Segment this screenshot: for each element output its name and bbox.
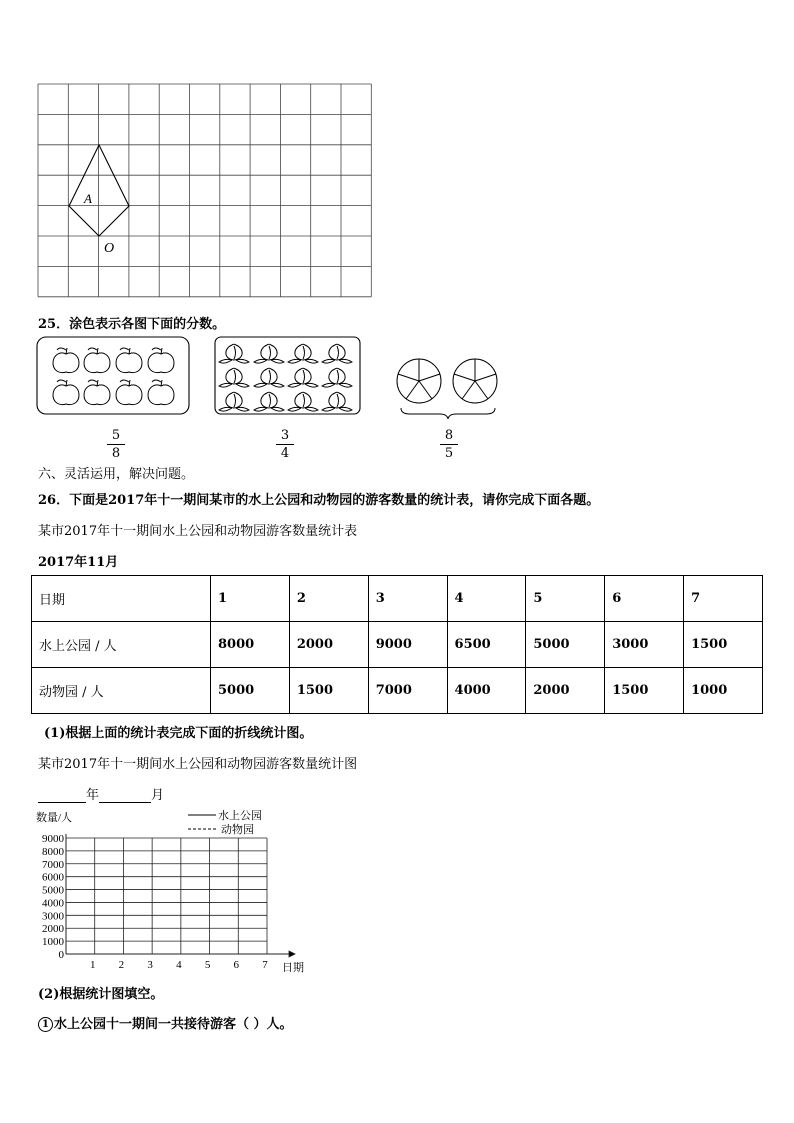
table-cell: 1 — [211, 576, 290, 622]
peach-icon — [219, 392, 249, 411]
table-cell: 7000 — [368, 668, 447, 714]
chart-x-label: 日期 — [282, 962, 304, 974]
legend-water-park: 水上公园 — [218, 810, 262, 822]
peach-icon — [288, 392, 318, 411]
kite-label-o: O — [104, 241, 115, 256]
table-cell: 1500 — [605, 668, 684, 714]
table-cell: 6500 — [447, 622, 526, 668]
chart-y-tick-label: 9000 — [42, 833, 64, 845]
grid-figure — [36, 82, 374, 300]
table-cell: 日期 — [32, 576, 211, 622]
table-cell: 5000 — [526, 622, 605, 668]
table-cell: 3 — [368, 576, 447, 622]
table-cell: 3000 — [605, 622, 684, 668]
table-cell: 5000 — [211, 668, 290, 714]
chart-x-tick-label: 4 — [176, 959, 182, 971]
fraction-circles — [434, 428, 464, 461]
legend-zoo: 动物园 — [221, 824, 254, 836]
month-label: 月 — [151, 788, 165, 803]
chart-x-tick-label: 7 — [262, 959, 268, 971]
table-header-row — [32, 576, 763, 622]
chart-x-tick-label: 6 — [233, 959, 240, 971]
apple-icon — [116, 380, 142, 405]
table-cell: 动物园 / 人 — [32, 668, 211, 714]
fraction-peaches — [270, 428, 300, 461]
fraction-numerator: 8 — [444, 428, 454, 443]
fraction-denominator: 5 — [444, 446, 454, 461]
peach-icon — [219, 344, 249, 363]
apple-icon — [53, 348, 79, 373]
chart-x-tick-label: 5 — [204, 959, 211, 971]
table-title: 某市2017年十一期间水上公园和动物园游客数量统计表 — [38, 524, 358, 539]
table-cell: 7 — [684, 576, 763, 622]
chart-title: 某市2017年十一期间水上公园和动物园游客数量统计图 — [38, 757, 358, 772]
apple-icon — [148, 380, 174, 405]
year-month-blanks — [38, 784, 164, 803]
chart-y-tick-label: 1000 — [42, 936, 64, 949]
chart-y-tick-label: 7000 — [42, 858, 64, 871]
apple-icon — [84, 348, 110, 373]
chart-x-axis-arrow — [289, 951, 295, 957]
peach-icon — [322, 344, 352, 363]
apple-icon — [116, 348, 142, 373]
section-6-heading: 六、灵活运用，解决问题。 — [38, 467, 195, 482]
q25-text: 25．涂色表示各图下面的分数。 — [38, 317, 226, 332]
item-1 — [38, 1013, 293, 1032]
table-row — [32, 668, 763, 714]
table-cell: 2 — [289, 576, 368, 622]
peach-icon — [322, 392, 352, 411]
chart-y-label: 数量/人 — [36, 812, 73, 824]
table-cell: 4000 — [447, 668, 526, 714]
q26-text: 26．下面是2017年十一期间某市的水上公园和动物园的游客数量的统计表，请你完成下面各题。 — [38, 493, 600, 508]
apple-icon — [84, 380, 110, 405]
table-date: 2017年11月 — [38, 555, 119, 570]
chart-x-tick-label: 2 — [118, 959, 125, 971]
sub-question-1: (1)根据上面的统计表完成下面的折线统计图。 — [44, 726, 313, 741]
table-cell: 6 — [605, 576, 684, 622]
chart-y-tick-label: 5000 — [42, 884, 64, 897]
line-chart — [30, 803, 310, 975]
item-1-text: 水上公园十一期间一共接待游客（ ）人。 — [54, 1017, 293, 1032]
sub-question-2: (2)根据统计图填空。 — [38, 987, 164, 1002]
circle-pair — [392, 356, 504, 420]
peach-icon — [322, 368, 352, 387]
fraction-denominator: 4 — [280, 446, 290, 461]
peach-icon — [254, 368, 284, 387]
apple-icon — [148, 348, 174, 373]
table-cell: 2000 — [289, 622, 368, 668]
table-cell: 8000 — [211, 622, 290, 668]
fraction-numerator: 5 — [111, 428, 121, 443]
visitor-stats-table — [31, 575, 763, 714]
peach-icon — [288, 368, 318, 387]
peach-icon — [288, 344, 318, 363]
chart-x-tick-label: 1 — [89, 959, 96, 971]
chart-y-tick-label: 3000 — [42, 910, 64, 923]
apple-icon — [53, 380, 79, 405]
table-cell: 4 — [447, 576, 526, 622]
chart-y-tick-label: 0 — [58, 949, 64, 961]
table-cell: 1500 — [289, 668, 368, 714]
peach-icon — [254, 392, 284, 411]
year-label: 年 — [86, 788, 100, 803]
fraction-numerator: 3 — [280, 428, 290, 443]
peach-box — [214, 336, 362, 416]
chart-y-tick-label: 8000 — [42, 845, 64, 858]
chart-x-tick-label: 3 — [147, 959, 153, 971]
chart-y-tick-label: 6000 — [42, 871, 64, 884]
item-number-badge: 1 — [38, 1017, 53, 1032]
peach-icon — [219, 368, 249, 387]
table-cell: 1000 — [684, 668, 763, 714]
table-cell: 水上公园 / 人 — [32, 622, 211, 668]
kite-shape — [69, 145, 129, 236]
table-row — [32, 622, 763, 668]
table-cell: 1500 — [684, 622, 763, 668]
table-cell: 5 — [526, 576, 605, 622]
chart-y-tick-label: 2000 — [42, 923, 64, 936]
table-cell: 2000 — [526, 668, 605, 714]
kite-label-a: A — [84, 191, 92, 206]
peach-icon — [254, 344, 284, 363]
fraction-apples — [101, 428, 131, 461]
apple-box — [36, 336, 192, 416]
chart-y-tick-label: 4000 — [42, 897, 64, 910]
table-cell: 9000 — [368, 622, 447, 668]
fraction-denominator: 8 — [111, 446, 121, 461]
